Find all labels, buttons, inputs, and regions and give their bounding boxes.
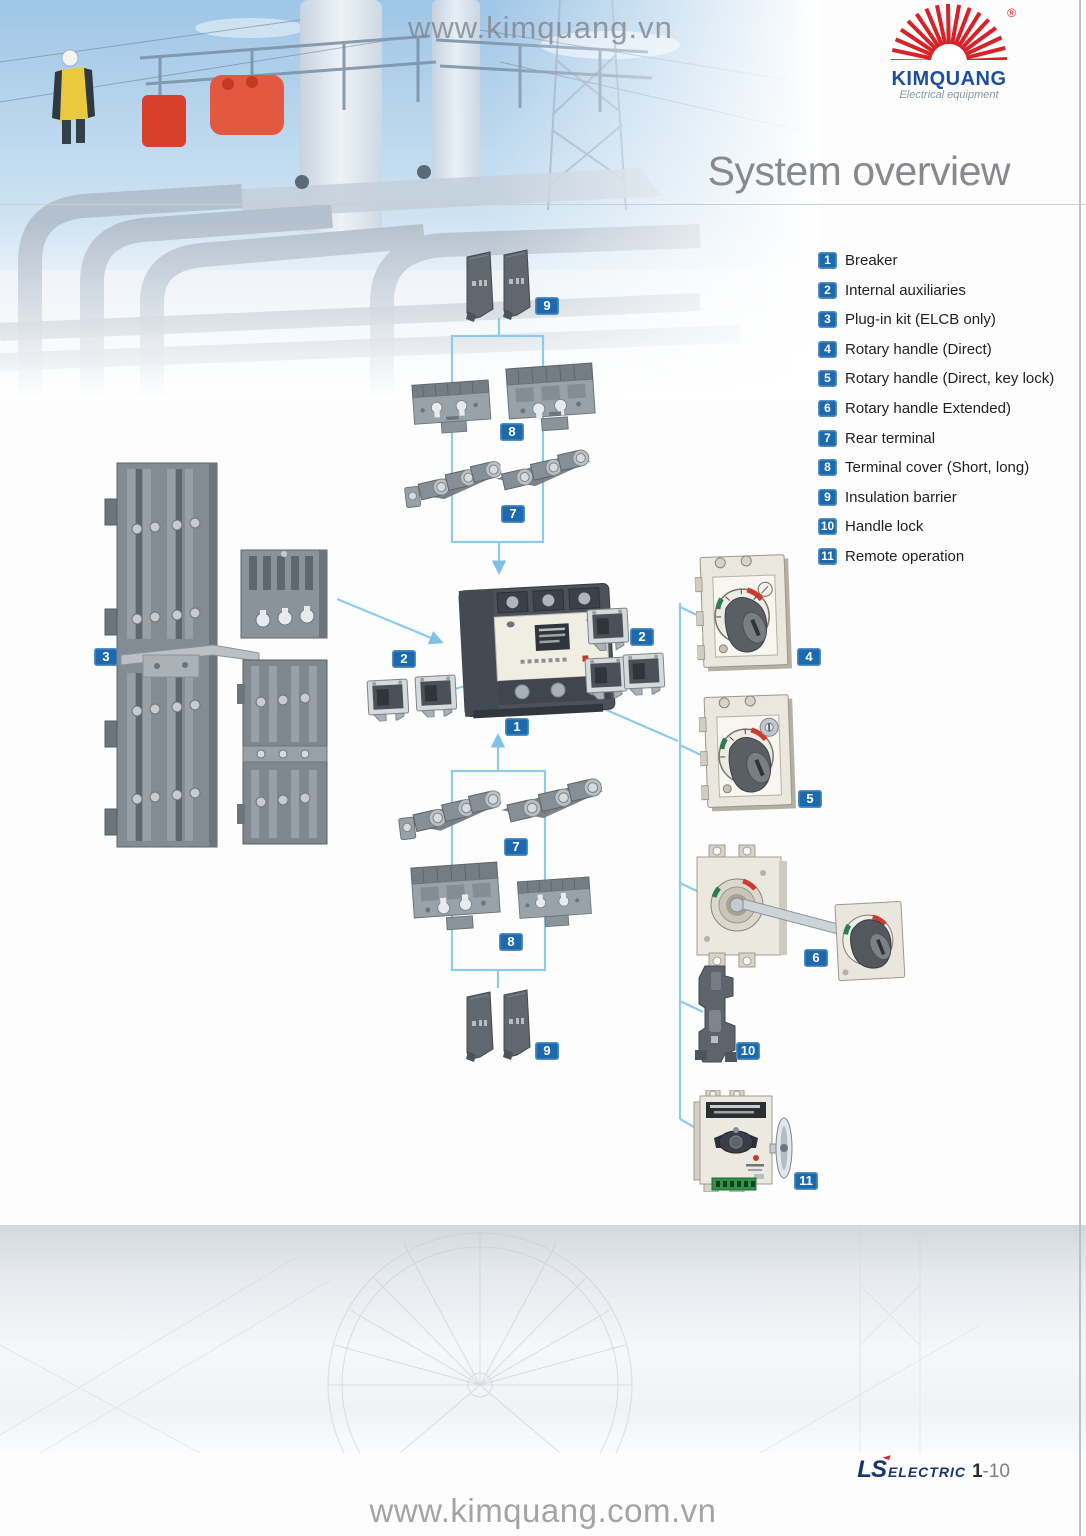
legend-num: 5 bbox=[818, 370, 837, 387]
legend-item-rear-terminal bbox=[818, 430, 1054, 447]
footer-brand-line bbox=[857, 1456, 1010, 1484]
legend-label: Terminal cover (Short, long) bbox=[845, 459, 1030, 477]
remote-operation-illustration bbox=[690, 1090, 800, 1192]
legend-label: Rotary handle Extended) bbox=[845, 399, 1011, 417]
internal-auxiliary-illustration bbox=[364, 676, 412, 722]
legend-label: Breaker bbox=[845, 252, 898, 269]
legend-item-rotary-handle-direct bbox=[818, 341, 1054, 358]
sunburst-icon bbox=[884, 4, 1014, 64]
callout-breaker: 1 bbox=[505, 718, 529, 736]
legend-item-terminal-cover bbox=[818, 459, 1054, 476]
legend-num: 7 bbox=[818, 430, 837, 447]
callout-insulation-barrier-bottom: 9 bbox=[535, 1042, 559, 1060]
terminal-cover-long-illustration bbox=[407, 857, 506, 937]
header-divider bbox=[0, 204, 1086, 205]
legend-num: 1 bbox=[818, 252, 837, 269]
internal-auxiliary-illustration bbox=[620, 650, 668, 696]
insulation-barrier-illustration bbox=[462, 989, 496, 1063]
callout-aux-left: 2 bbox=[392, 650, 416, 668]
plug-in-kit-block-illustration bbox=[235, 654, 335, 850]
top-watermark: www.kimquang.vn bbox=[408, 10, 673, 45]
brand-logo bbox=[884, 4, 1014, 102]
legend-item-remote-operation bbox=[818, 548, 1054, 565]
callout-plug-in-kit: 3 bbox=[94, 648, 118, 666]
page-number-page: -10 bbox=[982, 1461, 1010, 1482]
legend-num: 10 bbox=[818, 518, 837, 535]
ferris-wheel-art bbox=[0, 1225, 1086, 1453]
brand-name: KIMQUANG bbox=[891, 68, 1007, 90]
rear-terminal-illustration bbox=[491, 445, 596, 507]
legend-label: Plug-in kit (ELCB only) bbox=[845, 311, 996, 329]
legend-num: 6 bbox=[818, 400, 837, 417]
legend-item-rotary-handle-extended bbox=[818, 400, 1054, 417]
bottom-watermark: www.kimquang.com.vn bbox=[369, 1492, 717, 1529]
registered-mark: ® bbox=[1007, 6, 1016, 20]
callout-handle-lock: 10 bbox=[736, 1042, 760, 1060]
callout-rotary-keylock: 5 bbox=[798, 790, 822, 808]
page-number-section: 1 bbox=[971, 1461, 983, 1482]
callout-terminal-cover-top: 8 bbox=[500, 423, 524, 441]
legend-num: 9 bbox=[818, 489, 837, 506]
ls-electric-label: ELECTRIC bbox=[887, 1464, 966, 1480]
callout-rotary-direct: 4 bbox=[797, 648, 821, 666]
legend-label: Rear terminal bbox=[845, 429, 936, 447]
legend-item-plug-in-kit bbox=[818, 311, 1054, 328]
legend-label: Remote operation bbox=[845, 547, 965, 565]
ls-logo: LS bbox=[857, 1456, 886, 1484]
legend-item-insulation-barrier bbox=[818, 489, 1054, 506]
insulation-barrier-illustration bbox=[499, 987, 533, 1061]
legend-num: 3 bbox=[818, 311, 837, 328]
rotary-handle-keylock-illustration bbox=[698, 688, 801, 815]
legend-item-internal-auxiliaries bbox=[818, 282, 1054, 299]
legend-item-rotary-handle-keylock bbox=[818, 370, 1054, 387]
legend-item-breaker bbox=[818, 252, 1054, 269]
callout-insulation-barrier-top: 9 bbox=[535, 297, 559, 315]
insulation-barrier-illustration bbox=[462, 249, 496, 323]
rear-terminal-illustration bbox=[394, 787, 506, 854]
rotary-handle-direct-illustration bbox=[694, 548, 797, 675]
callout-terminal-cover-bottom: 8 bbox=[499, 933, 523, 951]
rear-terminal-illustration bbox=[400, 458, 505, 520]
rear-terminal-illustration bbox=[496, 774, 610, 841]
page-edge-line bbox=[1079, 0, 1081, 1536]
callout-rear-terminal-bottom: 7 bbox=[504, 838, 528, 856]
legend-num: 2 bbox=[818, 282, 837, 299]
legend bbox=[818, 252, 1054, 578]
brand-subtitle: Electrical equipment bbox=[899, 89, 999, 101]
legend-label: Handle lock bbox=[845, 518, 924, 536]
internal-auxiliary-illustration bbox=[584, 604, 632, 652]
legend-num: 8 bbox=[818, 459, 837, 476]
terminal-cover-short-illustration bbox=[405, 376, 499, 446]
legend-item-handle-lock bbox=[818, 518, 1054, 535]
photo-industrial-plant bbox=[0, 0, 820, 400]
callout-aux-right: 2 bbox=[630, 628, 654, 646]
terminal-cover-short-illustration bbox=[504, 873, 606, 940]
legend-label: Rotary handle (Direct, key lock) bbox=[845, 370, 1055, 388]
callout-remote-operation: 11 bbox=[794, 1172, 818, 1190]
plug-in-kit-cover-illustration bbox=[235, 542, 333, 644]
legend-num: 11 bbox=[818, 548, 837, 565]
footer-band bbox=[0, 1225, 1086, 1453]
page-title: System overview bbox=[707, 148, 1010, 194]
legend-label: Rotary handle (Direct) bbox=[845, 340, 992, 358]
legend-label: Internal auxiliaries bbox=[845, 281, 966, 299]
insulation-barrier-illustration bbox=[499, 247, 533, 321]
callout-rotary-extended: 6 bbox=[804, 949, 828, 967]
legend-num: 4 bbox=[818, 341, 837, 358]
callout-rear-terminal-top: 7 bbox=[501, 505, 525, 523]
legend-label: Insulation barrier bbox=[845, 488, 957, 506]
internal-auxiliary-illustration bbox=[412, 672, 460, 718]
